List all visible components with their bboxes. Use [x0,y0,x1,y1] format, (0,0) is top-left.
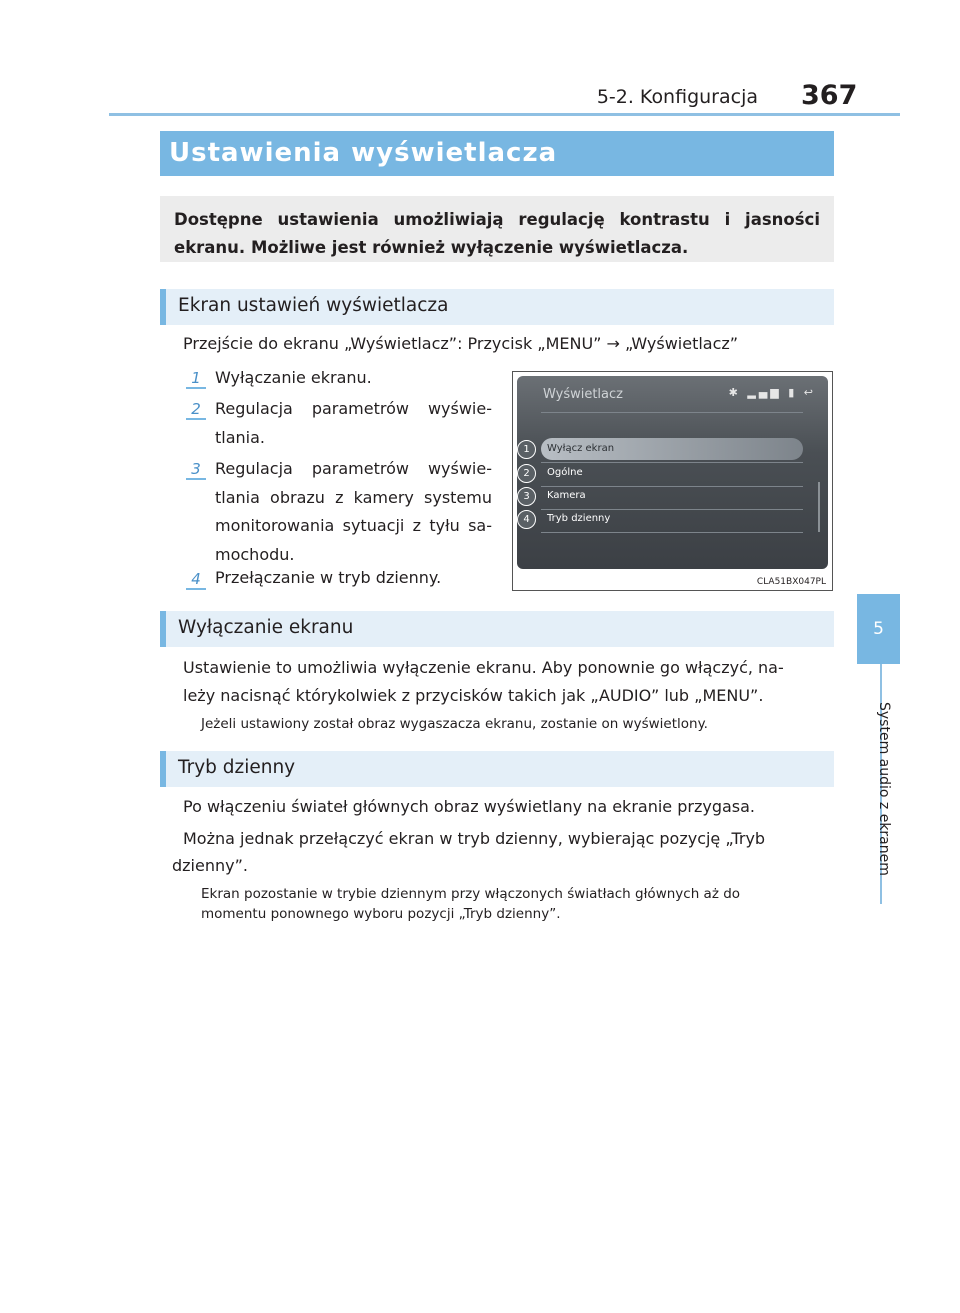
item-number: 3 [186,460,206,480]
section-heading-day-mode [160,751,834,787]
screen-menu-item-wylacz-ekran [541,438,803,460]
intro-box [160,196,834,262]
screen-menu-label: Tryb dzienny [547,513,611,524]
image-code: CLA51BX047PL [756,577,826,587]
display-screen-illustration [512,371,833,591]
list-item: Wyłączanie ekranu. [215,368,372,387]
callout-badge: 2 [517,464,536,483]
paragraph-line: Ustawienie to umożliwia wyłączenie ekranu. Aby ponownie go włączyć, na- [183,658,784,677]
list-item: Regulacja parametrów wyświe- tlania obrazu z kamery systemu monitorowania sytuacji z tyłu sa- mochodu. [215,459,492,564]
header-rule [109,113,900,116]
note-text: momentu ponownego wyboru pozycji „Tryb dzienny”. [201,906,561,922]
callout-badge: 3 [517,487,536,506]
note-text: Ekran pozostanie w trybie dziennym przy włączonych światłach głównych aż do [201,886,741,902]
page-title-bar [160,131,834,176]
section-heading-display-screen [160,289,834,325]
section-heading-text: Ekran ustawień wyświetlacza [178,295,449,316]
section-heading-text: Tryb dzienny [178,757,296,778]
section-header: 5-2. Konfiguracja [596,86,758,108]
paragraph-line: leży nacisnąć którykolwiek z przycisków takich jak „AUDIO” lub „MENU”. [183,686,764,705]
screen-menu-label: Ogólne [547,467,583,478]
screen-title: Wyświetlacz [543,387,623,402]
page-title: Ustawienia wyświetlacza [169,138,558,168]
paragraph-line: Po włączeniu świateł głównych obraz wyświetlany na ekranie przygasa. [183,797,755,816]
section-heading-screen-off [160,611,834,647]
screen-menu-item-ogolne [541,462,803,484]
list-item: Regulacja parametrów wyświe- tlania. [215,399,492,447]
paragraph-line: dzienny”. [172,856,248,875]
paragraph-line: Można jednak przełączyć ekran w tryb dzienny, wybierając pozycję „Tryb [183,829,766,848]
callout-badge: 1 [517,440,536,459]
menu-path-text: Przejście do ekranu „Wyświetlacz”: Przycisk „MENU” → „Wyświetlacz” [183,334,739,353]
intro-text: Dostępne ustawienia umożliwiają regulację kontrastu i jasności ekranu. Możliwe jest również wyłączenie wyświetlacza. [174,210,820,257]
item-number: 4 [186,570,206,590]
section-heading-text: Wyłączanie ekranu [178,617,354,638]
screen-menu-item-tryb-dzienny [541,508,803,530]
callout-badge: 4 [517,510,536,529]
status-icons: ✱ ▂▄▆ ▮ ↩ [728,386,816,399]
page-number: 367 [801,80,858,111]
note-text: Jeżeli ustawiony został obraz wygaszacza ekranu, zostanie on wyświetlony. [201,716,708,732]
screen-menu-item-kamera [541,485,803,507]
screen-divider [541,412,803,413]
screen-scrollbar [818,482,820,532]
chapter-number: 5 [873,619,884,639]
screen-menu-label: Wyłącz ekran [547,443,615,454]
item-number: 1 [186,369,206,389]
screen-divider [541,532,803,533]
screen-menu-label: Kamera [547,490,586,501]
chapter-tab [857,594,900,664]
chapter-label: System audio z ekranem [876,702,892,876]
list-item: Przełączanie w tryb dzienny. [215,568,442,587]
screen-panel [517,376,828,569]
item-number: 2 [186,400,206,420]
